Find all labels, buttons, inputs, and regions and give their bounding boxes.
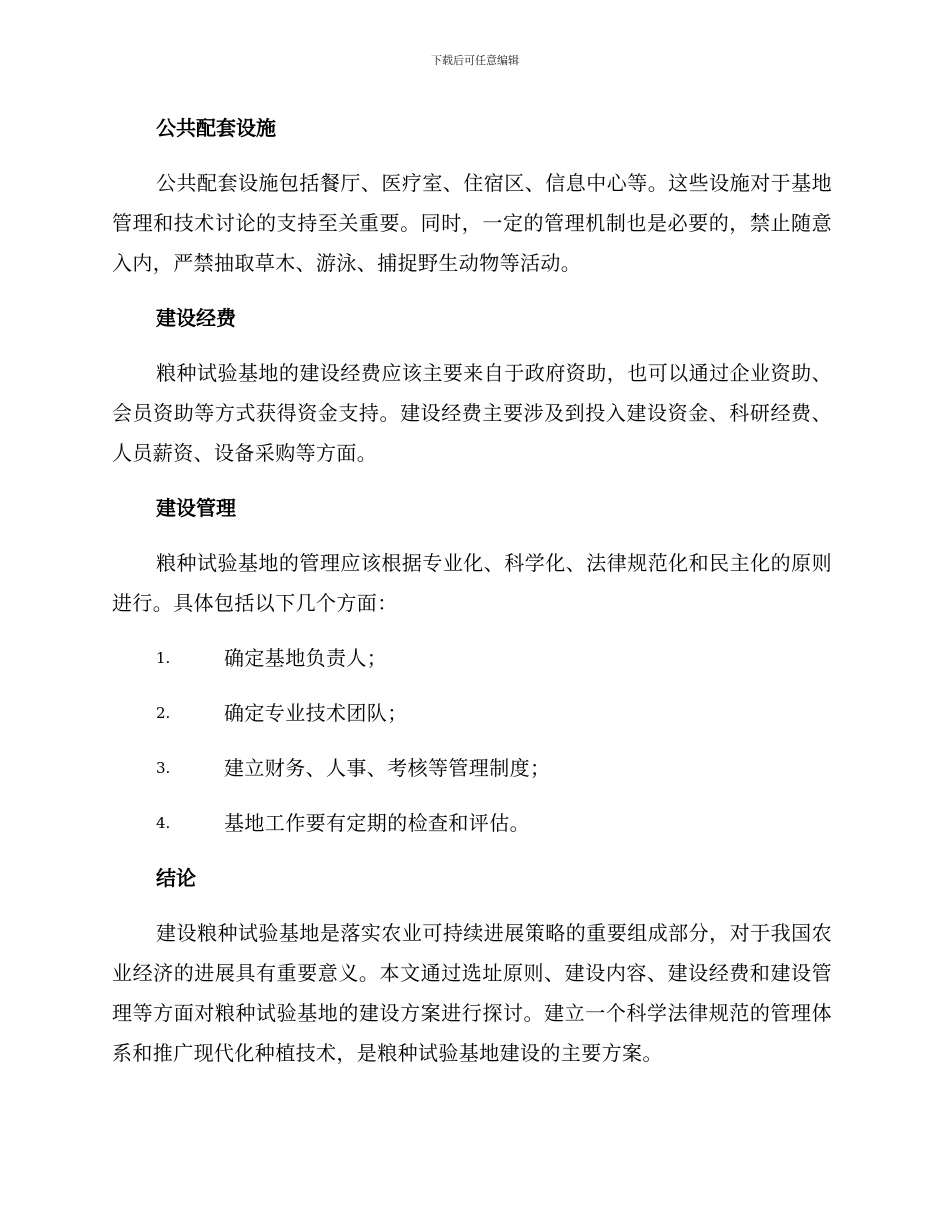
list-item-number: 1.	[156, 649, 171, 667]
paragraph-funding: 粮种试验基地的建设经费应该主要来自于政府资助，也可以通过企业资助、会员资助等方式获得资金支持。建设经费主要涉及到投入建设资金、科研经费、人员薪资、设备采购等方面。	[112, 361, 832, 465]
list-item-number: 3.	[156, 759, 171, 777]
section-heading-facilities: 公共配套设施	[156, 116, 276, 140]
list-item	[112, 638, 832, 678]
paragraph-conclusion: 建设粮种试验基地是落实农业可持续进展策略的重要组成部分，对于我国农业经济的进展具有重要意义。本文通过选址原则、建设内容、建设经费和建设管理等方面对粮种试验基地的建设方案进行探讨。建立一个科学法律规范的管理体系和推广现代化种植技术，是粮种试验基地建设的主要方案。	[112, 921, 832, 1065]
section-heading-management: 建设管理	[156, 496, 236, 520]
section-heading-funding: 建设经费	[156, 306, 236, 330]
list-item-text: 确定基地负责人；	[224, 646, 388, 670]
management-list	[112, 638, 832, 843]
list-item	[112, 748, 832, 788]
list-item	[112, 803, 832, 843]
list-item-text: 基地工作要有定期的检查和评估。	[224, 811, 530, 835]
document-body	[112, 108, 832, 1088]
list-item-text: 确定专业技术团队；	[224, 701, 408, 725]
section-heading-conclusion: 结论	[156, 866, 196, 890]
list-item	[112, 693, 832, 733]
paragraph-management: 粮种试验基地的管理应该根据专业化、科学化、法律规范化和民主化的原则进行。具体包括以下几个方面：	[112, 551, 832, 615]
paragraph-facilities: 公共配套设施包括餐厅、医疗室、住宿区、信息中心等。这些设施对于基地管理和技术讨论的支持至关重要。同时，一定的管理机制也是必要的，禁止随意入内，严禁抽取草木、游泳、捕捉野生动物等活动。	[112, 171, 832, 275]
list-item-number: 2.	[156, 704, 171, 722]
list-item-text: 建立财务、人事、考核等管理制度；	[224, 756, 551, 780]
page-header-note: 下载后可任意编辑	[431, 54, 519, 67]
list-item-number: 4.	[156, 814, 171, 832]
